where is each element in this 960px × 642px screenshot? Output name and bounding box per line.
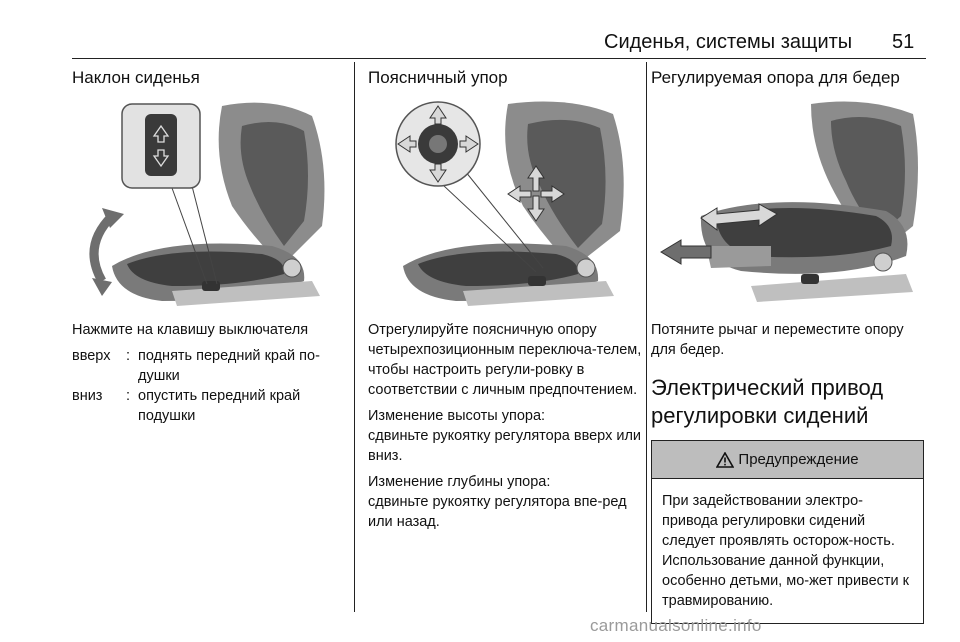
seat-tilt-switch-illustration <box>72 96 338 308</box>
definition-description: опустить передний край подушки <box>138 388 301 424</box>
warning-box <box>651 440 924 624</box>
lumbar-support-switch-illustration <box>368 96 634 308</box>
warning-header <box>652 441 923 479</box>
column-seat-tilt <box>72 62 348 426</box>
lumbar-paragraph-4: Изменение глубины упора: <box>368 474 551 490</box>
thigh-support-paragraph: Потяните рычаг и переместите опору для бедер. <box>651 322 904 358</box>
seat-tilt-figure <box>72 96 338 308</box>
lumbar-paragraph-3: сдвиньте рукоятку регулятора вверх или вниз. <box>368 428 642 464</box>
lumbar-figure <box>368 96 634 308</box>
seat-tilt-definitions <box>72 346 348 426</box>
lumbar-paragraph-5: сдвиньте рукоятку регулятора впе-ред или назад. <box>368 494 627 530</box>
header-divider <box>72 58 926 59</box>
definition-separator: : <box>126 348 131 364</box>
warning-text: При задействовании электро-привода регулировки сидений следует проявлять осторож-ность. Использование данной функции, особенно детьми, мо-жет привести к травмированию. <box>662 493 910 609</box>
warning-title: Предупреждение <box>738 451 859 468</box>
column-lumbar <box>368 62 642 538</box>
definition-term: вниз <box>72 388 103 404</box>
lumbar-paragraph-1: Отрегулируйте поясничную опору четырехпозиционным переключа-телем, чтобы настроить регули-ровку в соответствии с личным предпочтением. <box>368 322 642 398</box>
section-heading-thigh-support: Регулируемая опора для бедер <box>651 68 900 87</box>
column-divider-1 <box>354 62 355 612</box>
warning-triangle-icon <box>716 452 734 468</box>
column-thigh-support <box>651 62 927 624</box>
definition-separator: : <box>126 388 131 404</box>
thigh-support-figure <box>651 96 917 308</box>
page-header <box>0 0 960 60</box>
power-seat-heading: Электрический привод регулировки сидений <box>651 375 884 428</box>
definition-row-down <box>72 386 348 426</box>
seat-tilt-intro: Нажмите на клавишу выключателя <box>72 322 309 338</box>
page-number: 51 <box>892 31 915 53</box>
section-heading-seat-tilt: Наклон сиденья <box>72 68 200 87</box>
definition-description: поднять передний край по-душки <box>138 348 320 384</box>
definition-term: вверх <box>72 348 111 364</box>
section-heading-lumbar: Поясничный упор <box>368 68 508 87</box>
thigh-support-illustration <box>651 96 921 308</box>
lumbar-paragraph-2: Изменение высоты упора: <box>368 408 546 424</box>
watermark: carmanualsonline.info <box>590 616 762 635</box>
definition-row-up <box>72 346 348 386</box>
column-divider-2 <box>646 62 647 612</box>
header-title: Сиденья, системы защиты <box>604 31 853 53</box>
